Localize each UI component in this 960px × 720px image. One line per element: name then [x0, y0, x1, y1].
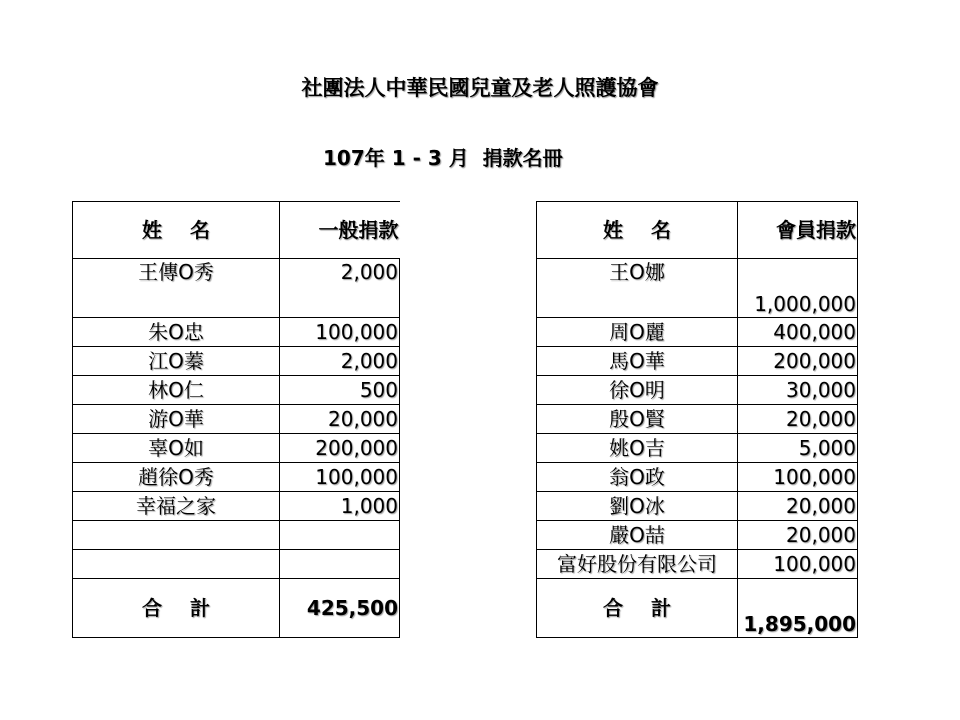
donor-name: 劉O冰 — [537, 492, 738, 521]
header-name-label: 姓名 — [142, 218, 239, 242]
donation-amount — [280, 550, 400, 579]
table-row — [73, 492, 400, 521]
table-row — [73, 463, 400, 492]
donor-name — [73, 521, 280, 550]
donor-name: 林O仁 — [73, 376, 280, 405]
donor-name — [73, 550, 280, 579]
document-title: 社團法人中華民國兒童及老人照護協會 — [301, 76, 659, 100]
table-row — [537, 434, 858, 463]
table-row — [73, 550, 400, 579]
donation-amount: 20,000 — [280, 405, 400, 434]
table-row — [73, 405, 400, 434]
donor-name: 富好股份有限公司 — [537, 550, 738, 579]
donor-name: 姚O吉 — [537, 434, 738, 463]
donation-amount: 2,000 — [280, 347, 400, 376]
total-label: 合計 — [603, 596, 699, 620]
donor-name: 翁O政 — [537, 463, 738, 492]
total-amount: 425,500 — [280, 579, 400, 638]
donation-amount: 2,000 — [280, 259, 400, 318]
donor-name: 游O華 — [73, 405, 280, 434]
total-amount: 1,895,000 — [738, 579, 858, 638]
table-row — [73, 259, 400, 318]
member-donation-table — [536, 201, 858, 638]
donor-name: 徐O明 — [537, 376, 738, 405]
donation-amount: 200,000 — [280, 434, 400, 463]
total-label: 合計 — [142, 596, 239, 620]
donor-name: 幸福之家 — [73, 492, 280, 521]
donation-amount: 100,000 — [280, 463, 400, 492]
table-row — [537, 521, 858, 550]
donor-name: 趙徐O秀 — [73, 463, 280, 492]
donation-amount: 500 — [280, 376, 400, 405]
header-amount-cell: 會員捐款 — [738, 202, 858, 259]
donation-amount — [280, 521, 400, 550]
donor-name: 王O娜 — [537, 259, 738, 318]
donor-name: 朱O忠 — [73, 318, 280, 347]
donation-amount: 30,000 — [738, 376, 858, 405]
donation-amount: 1,000,000 — [738, 259, 858, 318]
total-row — [537, 579, 858, 638]
donation-amount: 20,000 — [738, 521, 858, 550]
table-row — [537, 492, 858, 521]
table-header-row — [537, 202, 858, 259]
donor-name: 王傳O秀 — [73, 259, 280, 318]
total-label-cell — [73, 579, 280, 638]
total-label-cell — [537, 579, 738, 638]
donation-amount: 20,000 — [738, 405, 858, 434]
donor-name: 馬O華 — [537, 347, 738, 376]
header-name-label: 姓名 — [603, 218, 699, 242]
table-row — [537, 550, 858, 579]
table-header-row — [73, 202, 400, 259]
donation-amount: 400,000 — [738, 318, 858, 347]
table-row — [537, 405, 858, 434]
table-row — [73, 376, 400, 405]
header-amount-cell: 一般捐款 — [280, 202, 400, 259]
table-row — [537, 463, 858, 492]
table-row — [537, 347, 858, 376]
table-row — [537, 259, 858, 318]
table-row — [73, 347, 400, 376]
donor-name: 嚴O喆 — [537, 521, 738, 550]
header-name-cell — [537, 202, 738, 259]
donor-name: 周O麗 — [537, 318, 738, 347]
donation-amount: 100,000 — [738, 550, 858, 579]
table-row — [537, 376, 858, 405]
total-row — [73, 579, 400, 638]
donation-amount: 20,000 — [738, 492, 858, 521]
general-donation-table — [72, 201, 400, 638]
donation-amount: 1,000 — [280, 492, 400, 521]
donation-amount: 100,000 — [280, 318, 400, 347]
table-row — [73, 434, 400, 463]
header-name-cell — [73, 202, 280, 259]
donor-name: 辜O如 — [73, 434, 280, 463]
donation-amount: 200,000 — [738, 347, 858, 376]
donation-amount: 100,000 — [738, 463, 858, 492]
donation-amount: 5,000 — [738, 434, 858, 463]
table-row — [73, 318, 400, 347]
table-row — [73, 521, 400, 550]
document-subtitle: 107年 1 - 3 月 捐款名冊 — [323, 146, 563, 170]
donor-name: 殷O賢 — [537, 405, 738, 434]
donor-name: 江O蓁 — [73, 347, 280, 376]
table-row — [537, 318, 858, 347]
